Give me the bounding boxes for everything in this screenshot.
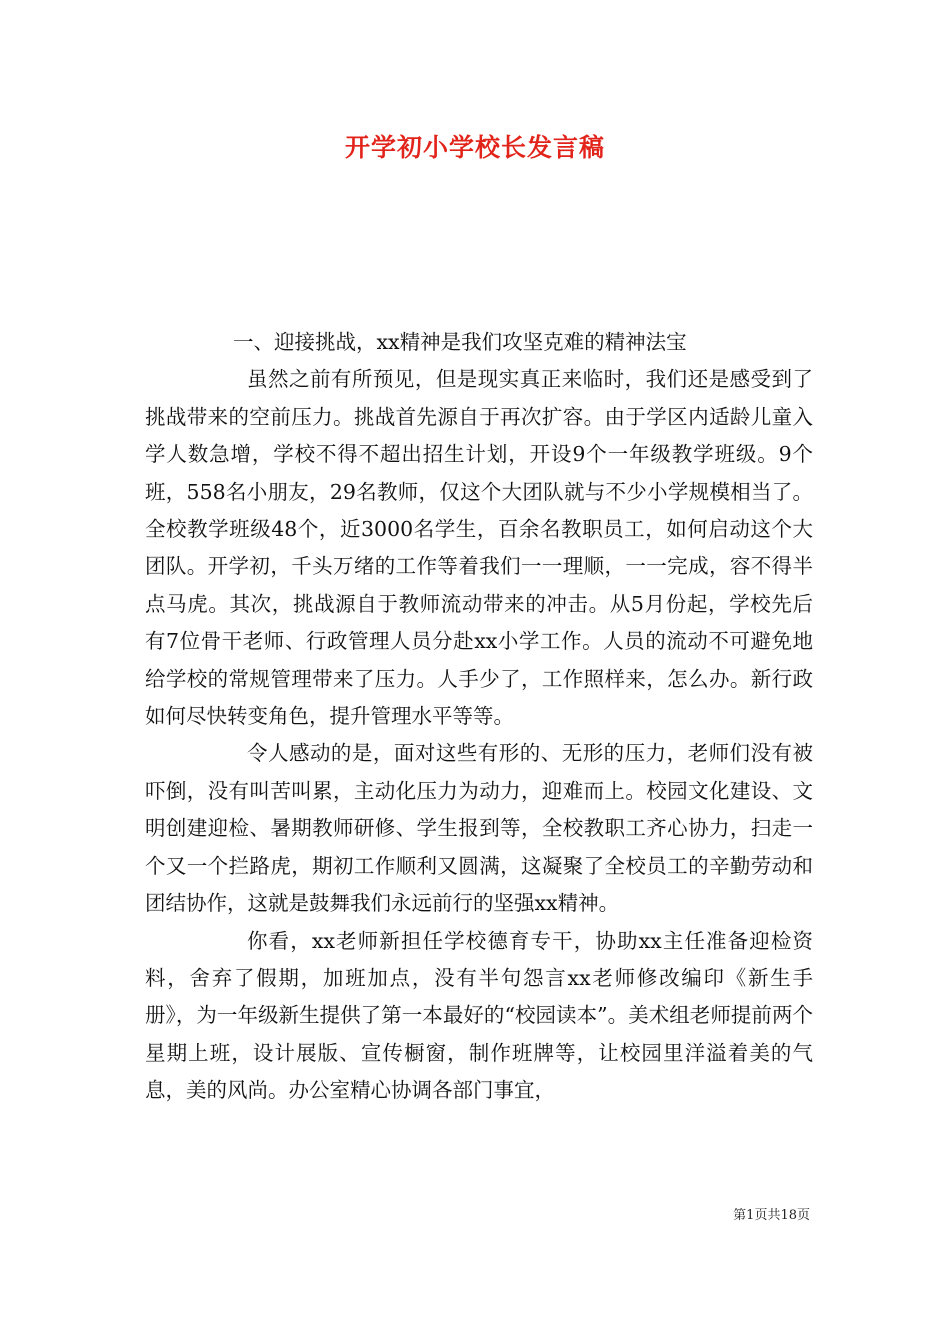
body-paragraph-3: 你看，xx老师新担任学校德育专干，协助xx主任准备迎检资料，舍弃了假期，加班加点，没有半句怨言xx老师修改编印《新生手册》，为一年级新生提供了第一本最好的“校园读本”。美术组老师提前两个星期上班，设计展版、宣传橱窗，制作班牌等，让校园里洋溢着美的气息，美的风尚。办公室精心协调各部门事宜， — [145, 928, 813, 1103]
document-body — [145, 324, 813, 1110]
body-paragraph-1: 虽然之前有所预见，但是现实真正来临时，我们还是感受到了挑战带来的空前压力。挑战首先源自于再次扩容。由于学区内适龄儿童入学人数急增，学校不得不超出招生计划，开设9个一年级教学班级。9个班，558名小朋友，29名教师，仅这个大团队就与不少小学规模相当了。全校教学班级48个，近3000名学生，百余名教职员工，如何启动这个大团队。开学初，千头万绪的工作等着我们一一理顺，一一完成，容不得半点马虎。其次，挑战源自于教师流动带来的冲击。从5月份起，学校先后有7位骨干老师、行政管理人员分赴xx小学工作。人员的流动不可避免地给学校的常规管理带来了压力。人手少了，工作照样来，怎么办。新行政如何尽快转变角色，提升管理水平等等。 — [145, 367, 813, 729]
document-title: 开学初小学校长发言稿 — [344, 133, 605, 162]
page-number-footer: 第1页共18页 — [733, 1208, 810, 1223]
body-paragraph-2: 令人感动的是，面对这些有形的、无形的压力，老师们没有被吓倒，没有叫苦叫累，主动化压力为动力，迎难而上。校园文化建设、文明创建迎检、暑期教师研修、学生报到等，全校教职工齐心协力，扫走一个又一个拦路虎，期初工作顺利又圆满，这凝聚了全校员工的辛勤劳动和团结协作，这就是鼓舞我们永远前行的坚强xx精神。 — [145, 741, 813, 916]
section-heading: 一、迎接挑战，xx精神是我们攻坚克难的精神法宝 — [233, 330, 687, 354]
